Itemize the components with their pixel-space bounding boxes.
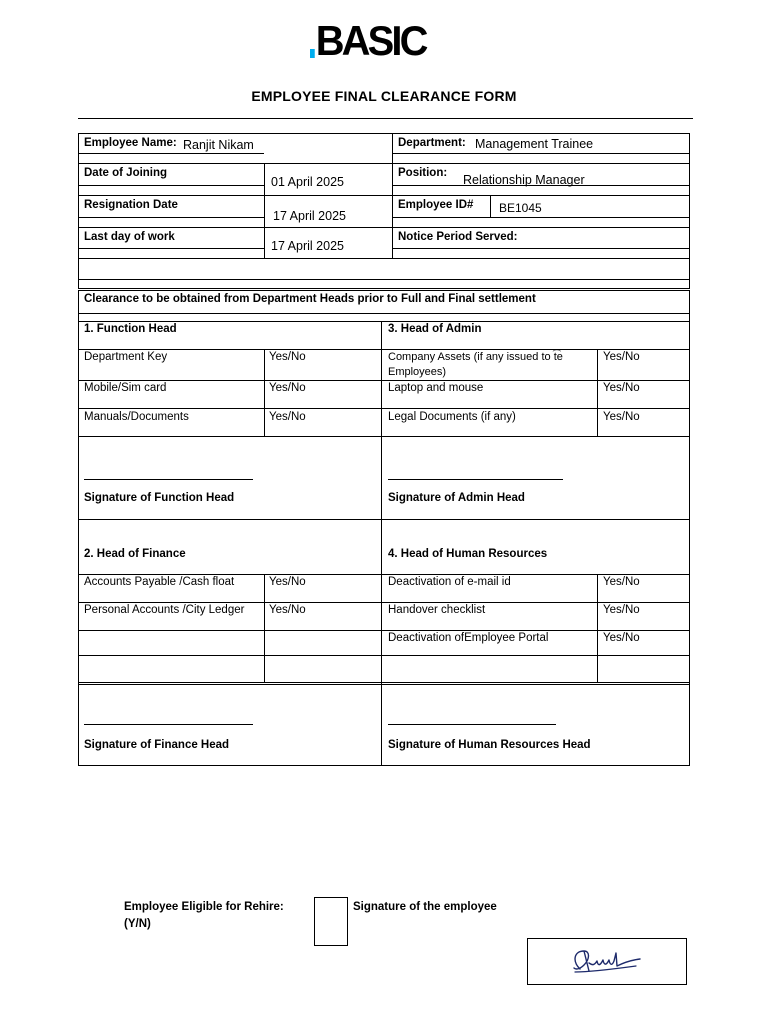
admin-item-label: Legal Documents (if any) [388, 411, 516, 423]
admin-item-label: Company Assets (if any issued to t͡e [388, 351, 563, 363]
admin-signature-line [388, 479, 563, 480]
hr-item-value: Yes/No [603, 576, 640, 588]
date-of-joining-value: 01 April 2025 [271, 175, 344, 189]
function-head-signature-label: Signature of Function Head [84, 492, 235, 504]
finance-head-heading: 2. Head of Finance [84, 548, 186, 560]
employee-name-value: Ranjit Nikam [183, 138, 254, 152]
finance-item-label: Personal Accounts /City Ledger [84, 604, 245, 616]
hr-item-value: Yes/No [603, 604, 640, 616]
logo-text: BASIC [315, 17, 426, 64]
function-item-value: Yes/No [269, 411, 306, 423]
form-title: EMPLOYEE FINAL CLEARANCE FORM [251, 88, 517, 104]
department-value: Management Trainee [475, 137, 594, 151]
finance-item-label: Accounts Payable /Cash float [84, 576, 235, 588]
hr-head-signature-label: Signature of Human Resources Head [388, 739, 591, 751]
function-item-label: Department Key [84, 351, 168, 363]
position-value: Relationship Manager [463, 173, 585, 187]
employee-signature-box [527, 938, 687, 985]
hr-signature-line [388, 724, 556, 725]
last-day-label: Last day of work [84, 231, 175, 243]
hr-item-label: Deactivation ofEmployee Portal [388, 632, 549, 644]
company-logo [310, 18, 434, 64]
hr-item-value: Yes/No [603, 632, 640, 644]
clearance-heading: Clearance to be obtained from Department Heads prior to Full and Final settlement [84, 293, 536, 305]
position-label: Position: [398, 167, 448, 179]
finance-head-signature-label: Signature of Finance Head [84, 739, 230, 751]
notice-period-label: Notice Period Served: [398, 231, 518, 243]
logo-accent-mark [310, 49, 315, 58]
rehire-checkbox[interactable] [314, 897, 348, 946]
admin-head-heading: 3. Head of Admin [388, 323, 482, 335]
function-item-label: Mobile/Sim card [84, 382, 167, 394]
function-head-heading: 1. Function Head [84, 323, 177, 335]
employee-id-value: BE1045 [499, 201, 542, 215]
rehire-yn-label: (Y/N) [124, 918, 151, 930]
hr-item-label: Handover checklist [388, 604, 486, 616]
title-rule [78, 118, 693, 119]
function-signature-line [84, 479, 253, 480]
finance-item-value: Yes/No [269, 604, 306, 616]
hr-item-label: Deactivation of e-mail id [388, 576, 511, 588]
function-item-label: Manuals/Documents [84, 411, 189, 423]
employee-id-label: Employee ID# [398, 199, 474, 211]
resignation-date-value: 17 April 2025 [273, 209, 346, 223]
finance-item-value: Yes/No [269, 576, 306, 588]
resignation-date-label: Resignation Date [84, 199, 178, 211]
admin-item-label: Laptop and mouse [388, 382, 484, 394]
admin-item-value: Yes/No [603, 411, 640, 423]
rehire-label: Employee Eligible for Rehire: [124, 901, 284, 913]
admin-head-signature-label: Signature of Admin Head [388, 492, 525, 504]
employee-signature-label: Signature of the employee [353, 901, 497, 913]
finance-signature-line [84, 724, 253, 725]
admin-item-value: Yes/No [603, 351, 640, 363]
admin-item-label-continued: Employees) [388, 366, 447, 378]
handwritten-signature [528, 939, 686, 984]
date-of-joining-label: Date of Joining [84, 167, 168, 179]
employee-name-label: Employee Name: [84, 137, 177, 149]
last-day-value: 17 April 2025 [271, 239, 344, 253]
function-item-value: Yes/No [269, 382, 306, 394]
department-label: Department: [398, 137, 466, 149]
function-item-value: Yes/No [269, 351, 306, 363]
admin-item-value: Yes/No [603, 382, 640, 394]
hr-head-heading: 4. Head of Human Resources [388, 548, 548, 560]
